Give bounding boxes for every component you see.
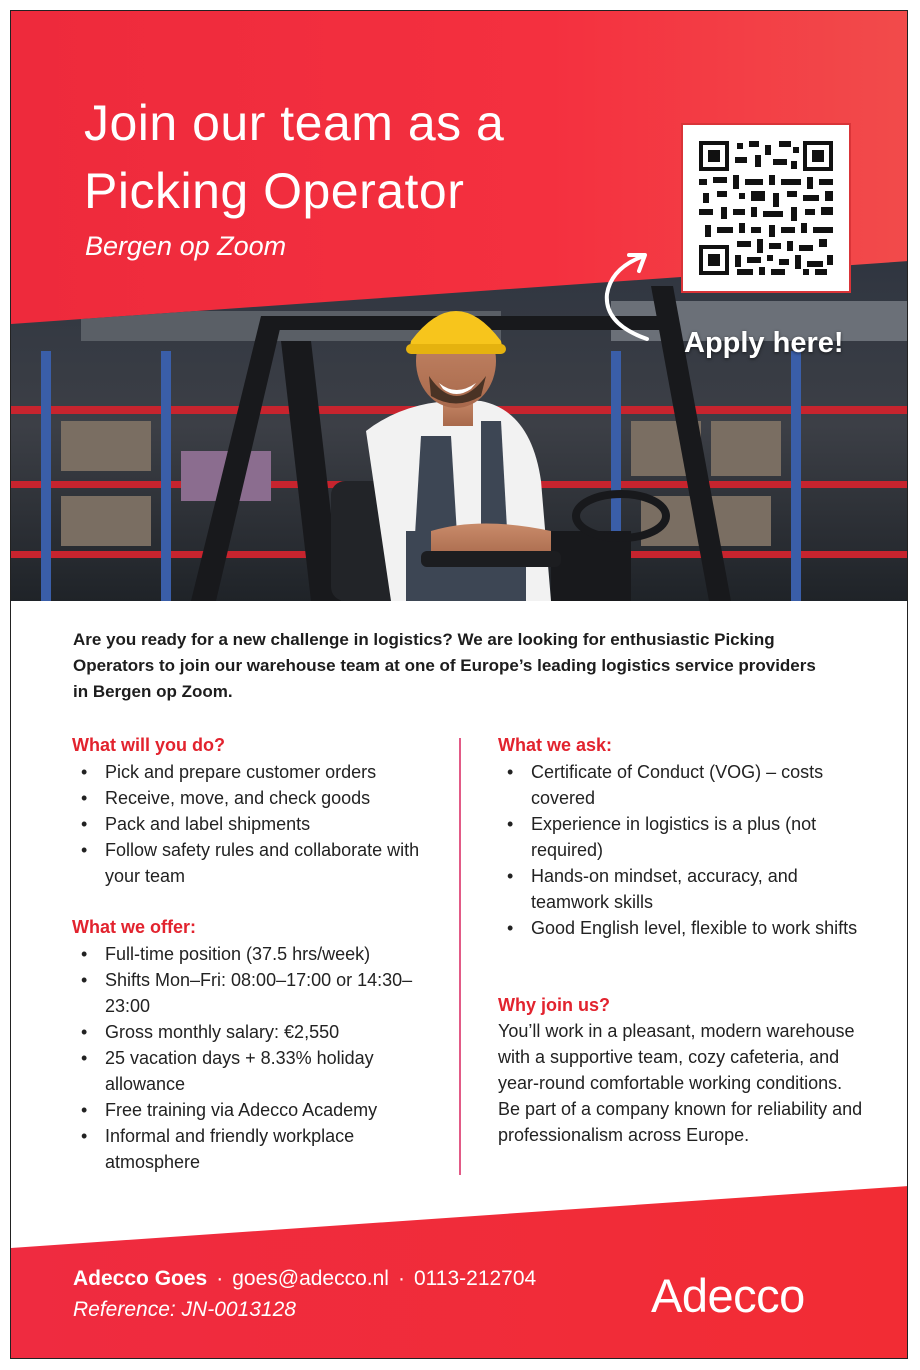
list-item: • Pack and label shipments [72,811,432,837]
list-item: • Gross monthly salary: €2,550 [72,1019,432,1045]
separator: · [216,1267,224,1290]
why-paragraph: You’ll work in a pleasant, modern warehouse with a supportive team, cozy cafeteria, and year-round comfortable working conditions. Be part of a company known for reliability and professionalism across Europe. [498,1021,863,1145]
list-item: • Informal and friendly workplace atmosphere [72,1123,432,1175]
list-item: • Hands-on mindset, accuracy, and teamwork skills [498,863,868,915]
intro-paragraph: Are you ready for a new challenge in logistics? We are looking for enthusiastic Picking Operators to join our warehouse team at one of Europe’s leading logistics service providers in Bergen op Zoom. [73,630,816,701]
location-subtitle: Bergen op Zoom [85,231,287,261]
list-item: • Follow safety rules and collaborate with your team [72,837,432,889]
duties-heading: What will you do? [72,735,225,755]
list-item: • Free training via Adecco Academy [72,1097,432,1123]
adecco-logo: Adecco [651,1269,805,1322]
list-item: • 25 vacation days + 8.33% holiday allowance [72,1045,432,1097]
why-heading: Why join us? [498,995,610,1015]
title-line-2: Picking Operator [84,163,465,219]
list-item: • Full-time position (37.5 hrs/week) [72,941,432,967]
phone-link[interactable]: 0113-212704 [413,1267,537,1290]
separator: · [397,1267,405,1290]
footer-background [11,11,908,1359]
apply-here-label[interactable]: Apply here! [684,327,844,359]
email-link[interactable]: goes@adecco.nl [232,1267,389,1290]
list-item: • Shifts Mon–Fri: 08:00–17:00 or 14:30–23:00 [72,967,432,1019]
footer-contact [73,1267,536,1291]
reference-number: Reference: JN-0013128 [73,1298,296,1321]
ask-heading: What we ask: [498,735,613,755]
offer-heading: What we offer: [72,917,196,937]
title-line-1: Join our team as a [84,95,505,151]
company-name: Adecco Goes [73,1267,208,1290]
list-item: • Pick and prepare customer orders [72,759,432,785]
list-item: • Certificate of Conduct (VOG) – costs covered [498,759,868,811]
list-item: • Experience in logistics is a plus (not required) [498,811,868,863]
job-poster [10,10,908,1359]
list-item: • Receive, move, and check goods [72,785,432,811]
list-item: • Good English level, flexible to work shifts [498,915,868,941]
